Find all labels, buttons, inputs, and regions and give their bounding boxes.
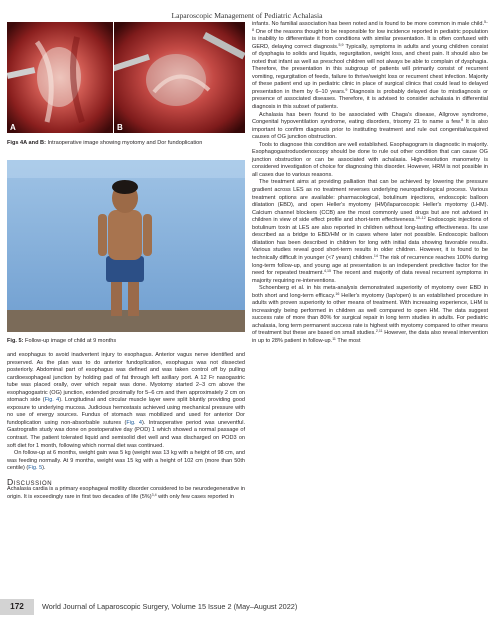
figure-4-caption <box>7 140 245 147</box>
running-head: Laparoscopic Management of Pediatric Achalasia <box>171 11 323 20</box>
paragraph-follow-up: On follow-up at 6 months, weight gain was 5 kg (weight was 13 kg with a height of 98 cm, and was feeding normally. At 9 months, weight was 15 kg with a height of 102 cm (more than 50th centile) (Fig. 5). <box>7 450 245 472</box>
paragraph-surgery: and esophagus to avoid inadvertent injury to esophagus. Anterior vagus nerve identified and preserved. As the plan was to do anterior fundoplication, esophagus was not dissected posteriorly. Abdominal part of esophagus was defined and was taken control off by pulling cardioesophageal junction by holding pad of fat through left axillary port. A 12 Fr nasogastric tube was placed orally, over which repair was done. Myotomy started 2–3 cm above the esophagogastric (OG) junction, extended proximally for 5–6 cm and then approximately 2 cm on stomach side (Fig. 4). Longitudinal and circular muscle layer were split bluntly providing good exposure to underlying mucosa. Judicious hemostasis achieved using mechanical pressure with no use of energy sources. Fundus of stomach was mobilized and used for anterior Dor fundoplication using non-absorbable sutures (Fig. 4). Intraoperative period was uneventful. Gastrografin study was done on postoperative day (POD) 1 which showed a normal passage of contrast. The patient tolerated liquid and semisolid diet well and was discharged on POD3 on soft diet for 1 month, following which normal diet was continued. <box>7 352 246 449</box>
figure-5-caption-text: Follow-up image of child at 9 months <box>23 338 117 344</box>
section-heading-discussion: Discussion <box>7 476 53 487</box>
figure-4-caption-text: Intraoperative image showing myotomy and Dor fundoplication <box>45 140 203 146</box>
page-number: 172 <box>0 599 34 615</box>
laparoscopic-view-a-image <box>7 22 113 133</box>
paragraph-epidemiology: infants. No familial association has been noted and is found to be more common in male child.$^{5-8}$ One of the reasons thought to be responsible for low incidence reported in pediatric population is inability to differentiate it from conditions with similar presentation. It is often confused with GERD, delaying correct diagnosis.$^{5,9}$ Typically, symptoms in adults and young children consist of dysphagia to solids and liquids, regurgitation, weight loss, and chest pain. It should also be noted that infant as well as preschool children will not always be able to complain of dysphagia. Therefore, the presentation in this subgroup of patients will primarily consist of recurrent vomiting, regurgitation of feeds, failure to thrive/weight loss or recurrent chest infection. Majority of these patient end up in pediatric clinic in place of surgical clinics that could lead to delayed presentation in them by 6–10 years.$^9$ Diagnosis is probably delayed due to misdiagnosis or presence of associated diseases. Therefore, it is advised to consider achalasia in differential diagnosis in this subset of patients. <box>252 19 489 111</box>
figure-4a-image <box>7 22 113 133</box>
child-photo-image <box>7 160 245 332</box>
figure-4-link[interactable]: Fig. 4 <box>44 397 60 404</box>
figure-4a-label: A <box>10 123 16 132</box>
figure-4b-image <box>114 22 245 133</box>
paragraph-treatment: The treatment aims at providing palliation that can be achieved by lowering the pressure gradient across LES as no treatment reverses underlying neuropathological process. Various treatment options are available: pharmacological, botulinum injections, endoscopic balloon dilatation (EBD), and open Heller's myotomy (HM)/laparoscopic Heller's myotomy (LHM). Calcium channel blockers (CCB) are the most commonly used drugs but are not advised in children in view of side effect profile and short-term effectiveness.$^{10-12}$ Endoscopic injections of botulinum toxin at LES are also reported in children without long-lasting effectiveness. Its use described as a bridge to EBD/HM or in cases where later not possible. Endoscopic balloon dilatation has been described in children for long with initial data showing favorable results. Various studies reveal good short-term results in older children. However, it is found to be technically difficult in younger (<7 years) children.$^{14}$ The risk of recurrence reaches 100% during long-term follow-up, and young age at presentation is an independent predictive factor for the need for repeated treatment.$^{4,15}$ The recent and majority of data reveal recurrent symptoms in majority requiring re-interventions. <box>252 179 488 284</box>
figure-5-image <box>7 160 245 332</box>
figure-5-caption-label: Fig. 5: <box>7 338 24 344</box>
figure-5-caption <box>7 338 245 345</box>
left-column-body <box>7 352 245 501</box>
figure-4-link[interactable]: Fig. 4 <box>126 419 142 426</box>
figure-4-caption-label: Figs 4A and B: <box>7 140 46 146</box>
right-column-body <box>252 21 488 346</box>
paragraph-associations: Achalasia has been found to be associated with Chaga's disease, Allgrove syndrome, Congenital hypoventilation syndrome, eating disorders, trisomy 21 to name a few.$^8$ It is also important to confirm diagnosis prior to instituting treatment and rule out congenital/acquired causes of OG junction obstruction. <box>252 111 489 141</box>
journal-citation: World Journal of Laparoscopic Surgery, Volume 15 Issue 2 (May–August 2022) <box>42 602 298 611</box>
laparoscopic-view-b-image <box>114 22 245 133</box>
page-footer <box>0 599 494 615</box>
paragraph-diagnosis-tools: Tools to diagnose this condition are well established. Esophagogram is diagnostic in majority. Esophagogastroduodenoscopy should be done to rule out other condition that can cause OG junction obstruction or can be associated with achalasia. High-resolution manometry is considered investigation of choice for diagnosing this disorder. However, HRM is not possible in all cases due to various reasons. <box>252 141 488 178</box>
paragraph-myotomy-evidence: Schoenberg et al. in his meta-analysis demonstrated superiority of myotomy over EBD in both short and long-term efficacy.$^{16}$ Heller's myotomy (lap/open) is an established procedure in adults with proven superiority to other means of treatment. With increasing experience, LHM is increasingly being performed in children as well compared to open HM. The data suggest success rate of more than 80% for surgical repair in long term studies in adults. For pediatric achalasia, long term permanent success rate is highest with myotomy compared to other means of treatment but these are based on small studies.$^{2,11}$ However, the data also reveal intervention in up to 28% patient in follow-up.$^{11}$ The most <box>252 285 488 344</box>
figure-4b-label: B <box>117 123 123 132</box>
paragraph-discussion-intro: Achalasia cardia is a primary esophageal motility disorder considered to be neurodegenerative in origin. It is exceedingly rare in first two decades of life $(5\%)^{3,4}$ with only few cases reported in <box>7 486 245 500</box>
figure-5-link[interactable]: Fig. 5 <box>28 465 43 472</box>
